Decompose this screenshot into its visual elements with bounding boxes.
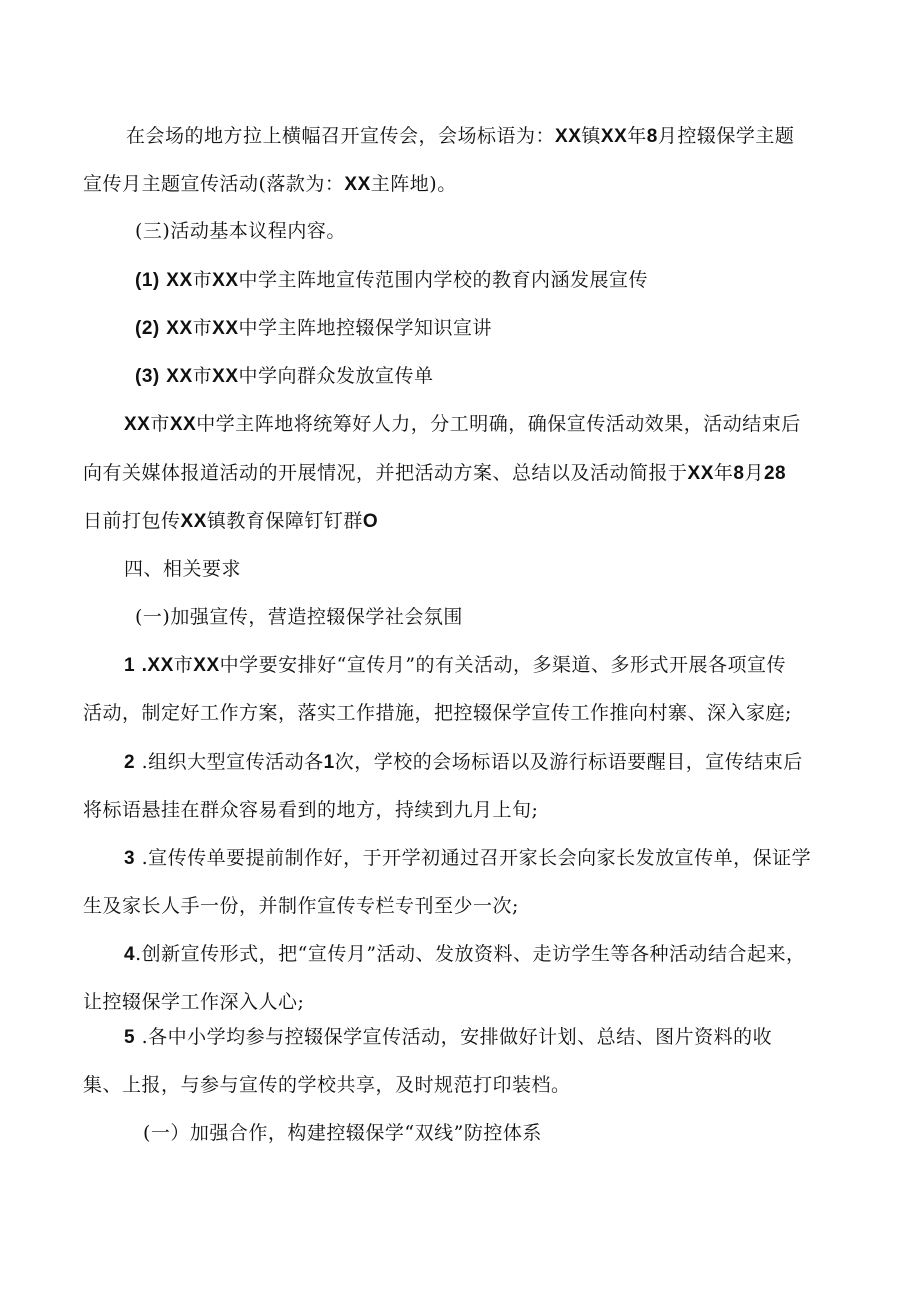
- text-segment: 让控辍保学工作深入人心;: [83, 991, 305, 1013]
- text-segment: 中学主阵地将统筹好人力，分工明确，确保宣传活动效果，活动结束后: [196, 413, 801, 435]
- text-segment: 四、相关要求: [124, 558, 242, 580]
- text-segment: .宣传传单要提前制作好，于开学初通过召开家长会向家长发放宣传单，保证学: [135, 847, 812, 869]
- text-segment: (一）加强合作，构建控辍保学“双线”防控体系: [143, 1122, 542, 1144]
- text-segment: XX: [212, 270, 239, 291]
- text-segment: 月控辍保学主题: [657, 125, 795, 147]
- text-line-l6: [135, 364, 434, 389]
- text-segment: 2: [124, 752, 136, 773]
- text-line-l12: [124, 653, 786, 678]
- text-segment: XX: [166, 270, 193, 291]
- text-segment: (三)活动基本议程内容。: [135, 220, 346, 242]
- text-segment: XX: [169, 414, 197, 435]
- text-segment: 4: [124, 944, 136, 965]
- text-segment: 月: [744, 462, 764, 484]
- text-segment: 市: [192, 269, 213, 291]
- text-segment: 日前打包传: [83, 510, 181, 532]
- text-segment: 在会场的地方拉上横幅召开宣传会，会场标语为：: [126, 125, 556, 147]
- text-line-l20: [124, 1025, 772, 1050]
- text-segment: XX: [212, 318, 239, 339]
- text-line-l15: [83, 798, 538, 822]
- text-segment: .XX: [141, 655, 174, 676]
- text-segment: O: [362, 511, 379, 532]
- text-line-l10: [124, 557, 241, 581]
- text-segment: 市: [192, 317, 213, 339]
- text-segment: 镇: [581, 125, 601, 147]
- text-segment: 28: [763, 463, 787, 484]
- text-segment: .各中小学均参与控辍保学宣传活动，安排做好计划、总结、图片资料的收: [135, 1026, 773, 1048]
- text-line-l19: [83, 990, 304, 1014]
- text-segment: XX: [193, 655, 220, 676]
- text-line-l14: [124, 750, 803, 775]
- text-segment: (一)加强宣传，营造控辍保学社会氛围: [135, 606, 463, 628]
- text-line-l13: [83, 701, 792, 725]
- text-line-l16: [124, 846, 811, 871]
- text-segment: 集、上报，与参与宣传的学校共享，及时规范打印装档。: [83, 1074, 571, 1096]
- text-segment: XX: [600, 126, 628, 147]
- text-segment: 中学要安排好“宣传月”的有关活动，多渠道、多形式开展各项宣传: [219, 654, 787, 676]
- text-line-l4: [135, 268, 648, 293]
- text-segment: 年: [627, 125, 647, 147]
- text-segment: 向有关媒体报道活动的开展情况，并把活动方案、总结以及活动简报于: [83, 462, 688, 484]
- text-line-l22: [143, 1121, 542, 1145]
- text-segment: 镇教育保障钉钉群: [206, 510, 363, 532]
- text-segment: XX: [555, 126, 582, 147]
- text-segment: XX: [687, 463, 714, 484]
- text-segment: (3): [135, 366, 160, 387]
- text-segment: 市: [192, 365, 213, 387]
- text-line-l3: [135, 219, 346, 243]
- text-line-l17: [83, 894, 519, 918]
- text-line-l8: [83, 461, 786, 486]
- text-segment: 年: [713, 462, 734, 484]
- text-segment: 中学主阵地宣传范围内学校的教育内涵发展宣传: [238, 269, 649, 291]
- text-segment: 主阵地)。: [370, 173, 457, 195]
- text-segment: 1: [124, 655, 136, 676]
- text-segment: 1: [323, 752, 335, 773]
- text-segment: 宣传月主题宣传活动(落款为：: [83, 173, 345, 195]
- text-line-l9: [83, 509, 378, 534]
- text-segment: 将标语悬挂在群众容易看到的地方，持续到九月上旬;: [83, 799, 539, 821]
- text-line-l18: [124, 942, 806, 967]
- text-line-l5: [135, 316, 492, 341]
- text-segment: (1): [135, 270, 160, 291]
- text-segment: XX: [212, 366, 239, 387]
- text-segment: 活动，制定好工作方案，落实工作措施，把控辍保学宣传工作推向村寨、深入家庭;: [83, 702, 792, 724]
- text-segment: XX: [124, 414, 151, 435]
- text-line-l21: [83, 1073, 571, 1097]
- text-segment: 8: [733, 463, 745, 484]
- text-segment: (2): [135, 318, 160, 339]
- text-segment: XX: [166, 366, 193, 387]
- text-segment: 3: [124, 848, 136, 869]
- text-segment: .创新宣传形式，把“宣传月”活动、发放资料、走访学生等各种活动结合起来，: [135, 943, 806, 965]
- text-line-l1: [126, 124, 794, 149]
- text-segment: 市: [173, 654, 194, 676]
- text-segment: .组织大型宣传活动各: [135, 751, 324, 773]
- text-line-l11: [135, 605, 463, 629]
- text-segment: XX: [344, 174, 371, 195]
- text-segment: 市: [150, 413, 170, 435]
- text-segment: XX: [166, 318, 193, 339]
- text-segment: 生及家长人手一份，并制作宣传专栏专刊至少一次;: [83, 895, 519, 917]
- text-segment: 中学向群众发放宣传单: [238, 365, 434, 387]
- text-segment: 8: [646, 126, 658, 147]
- text-segment: 次，学校的会场标语以及游行标语要醒目，宣传结束后: [334, 751, 803, 773]
- text-line-l7: [124, 412, 801, 437]
- text-segment: 5: [124, 1027, 136, 1048]
- text-segment: 中学主阵地控辍保学知识宣讲: [238, 317, 493, 339]
- text-segment: XX: [180, 511, 207, 532]
- text-line-l2: [83, 172, 457, 197]
